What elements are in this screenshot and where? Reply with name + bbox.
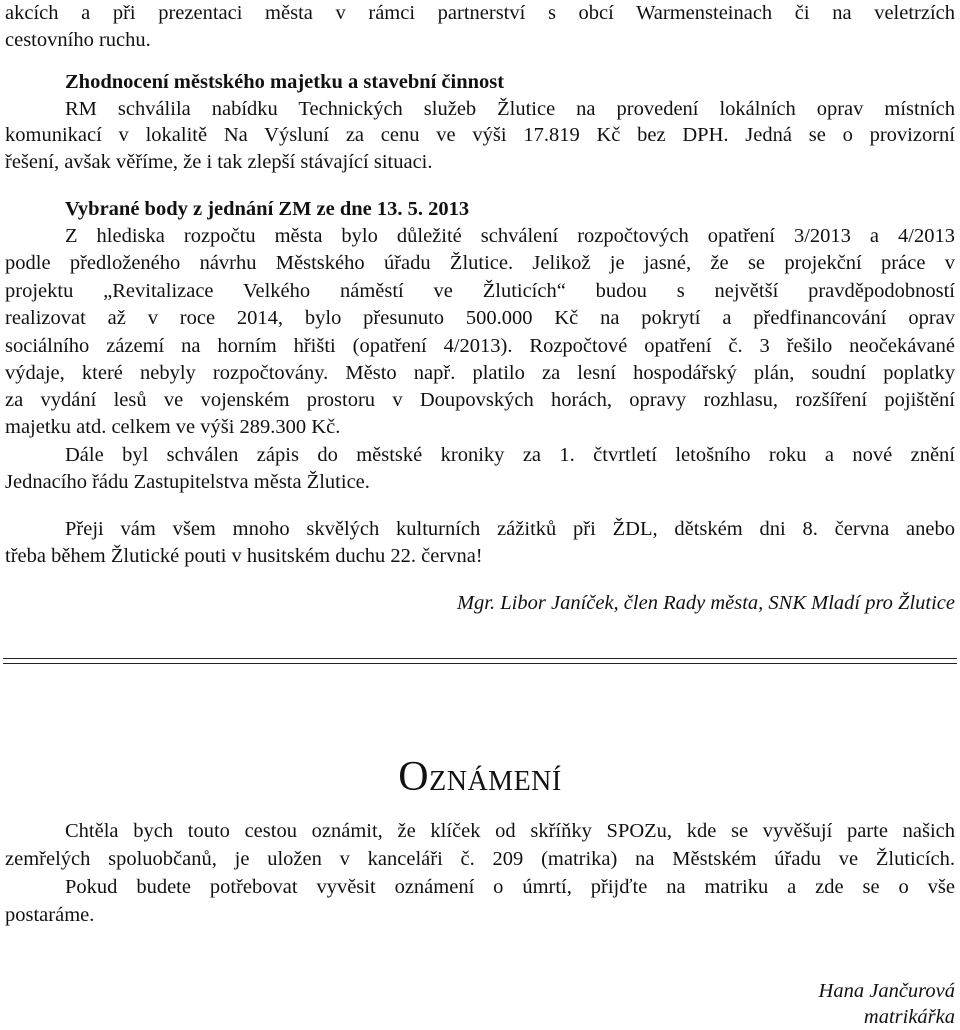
article-signature: Mgr. Libor Janíček, člen Rady města, SNK Mladí pro Žlutice [456, 592, 955, 614]
notice-p2-line-1: Pokud budete potřebovat vyvěsit oznámení o úmrtí, přijďte na matriku a zde se o vše [65, 876, 955, 898]
notice-p1-line-2: zemřelých spoluobčanů, je uložen v kanceláři č. 209 (matrika) na Městském úřadu ve Žluticích. [5, 848, 955, 870]
closing-line-1: Přeji vám všem mnoho skvělých kulturních zážitků při ŽDL, dětském dni 8. června anebo [65, 518, 955, 540]
section2-line-10: Jednacího řádu Zastupitelstva města Žlutice. [5, 471, 370, 493]
section2-line-8: majetku atd. celkem ve výši 289.300 Kč. [5, 416, 341, 438]
notice-signature-name: Hana Jančurová [818, 980, 955, 1002]
notice-p1-line-1: Chtěla bych touto cestou oznámit, že klíček od skříňky SPOZu, kde se vyvěšují parte našich [65, 820, 955, 842]
notice-title [0, 752, 960, 807]
notice-signature-role: matrikářka [863, 1006, 955, 1028]
closing-line-2: třeba během Žlutické pouti v husitském duchu 22. června! [5, 545, 483, 567]
section1-line-1: RM schválila nabídku Technických služeb Žlutice na provedení lokálních oprav místních [65, 98, 955, 120]
section1-line-3: řešení, avšak věříme, že i tak zlepší stávající situaci. [5, 151, 433, 173]
section2-line-4: realizovat až v roce 2014, bylo přesunuto 500.000 Kč na pokrytí a předfinancování oprav [5, 307, 955, 329]
section1-line-2: komunikací v lokalitě Na Výsluní za cenu ve výši 17.819 Kč bez DPH. Jedná se o provizorní [5, 124, 955, 146]
notice-title-rest: ZNÁMENÍ [429, 766, 562, 797]
section2-line-1: Z hlediska rozpočtu města bylo důležité schválení rozpočtových opatření 3/2013 a 4/2013 [65, 225, 955, 247]
section-heading-zm: Vybrané body z jednání ZM ze dne 13. 5. 2013 [65, 198, 470, 220]
section-heading-property: Zhodnocení městského majetku a stavební činnost [65, 71, 505, 93]
section2-line-9: Dále byl schválen zápis do městské kroniky za 1. čtvrtletí letošního roku a nové znění [65, 444, 955, 466]
intro-line-2: cestovního ruchu. [5, 29, 151, 51]
divider-line [3, 658, 957, 659]
divider-line-second [3, 663, 957, 664]
section2-line-6: výdaje, které nebyly rozpočtovány. Město např. platilo za lesní hospodářský plán, soudní poplatky [5, 362, 955, 384]
notice-p2-line-2: postaráme. [5, 904, 95, 926]
intro-line-1: akcích a při prezentaci města v rámci partnerství s obcí Warmensteinach či na veletrzích [5, 2, 955, 24]
section2-line-2: podle předloženého návrhu Městského úřadu Žlutice. Jelikož je jasné, že se projekční práce v [5, 252, 955, 274]
section2-line-7: za vydání lesů ve vojenském prostoru v Doupovských horách, opravy rozhlasu, rozšíření pojištění [5, 389, 955, 411]
section2-line-5: sociálního zázemí na horním hřišti (opatření 4/2013). Rozpočtové opatření č. 3 řešilo neočekávané [5, 335, 955, 357]
section2-line-3: projektu „Revitalizace Velkého náměstí ve Žluticích“ budou s největší pravděpodobností [5, 280, 955, 302]
notice-title-initial: O [398, 754, 430, 800]
